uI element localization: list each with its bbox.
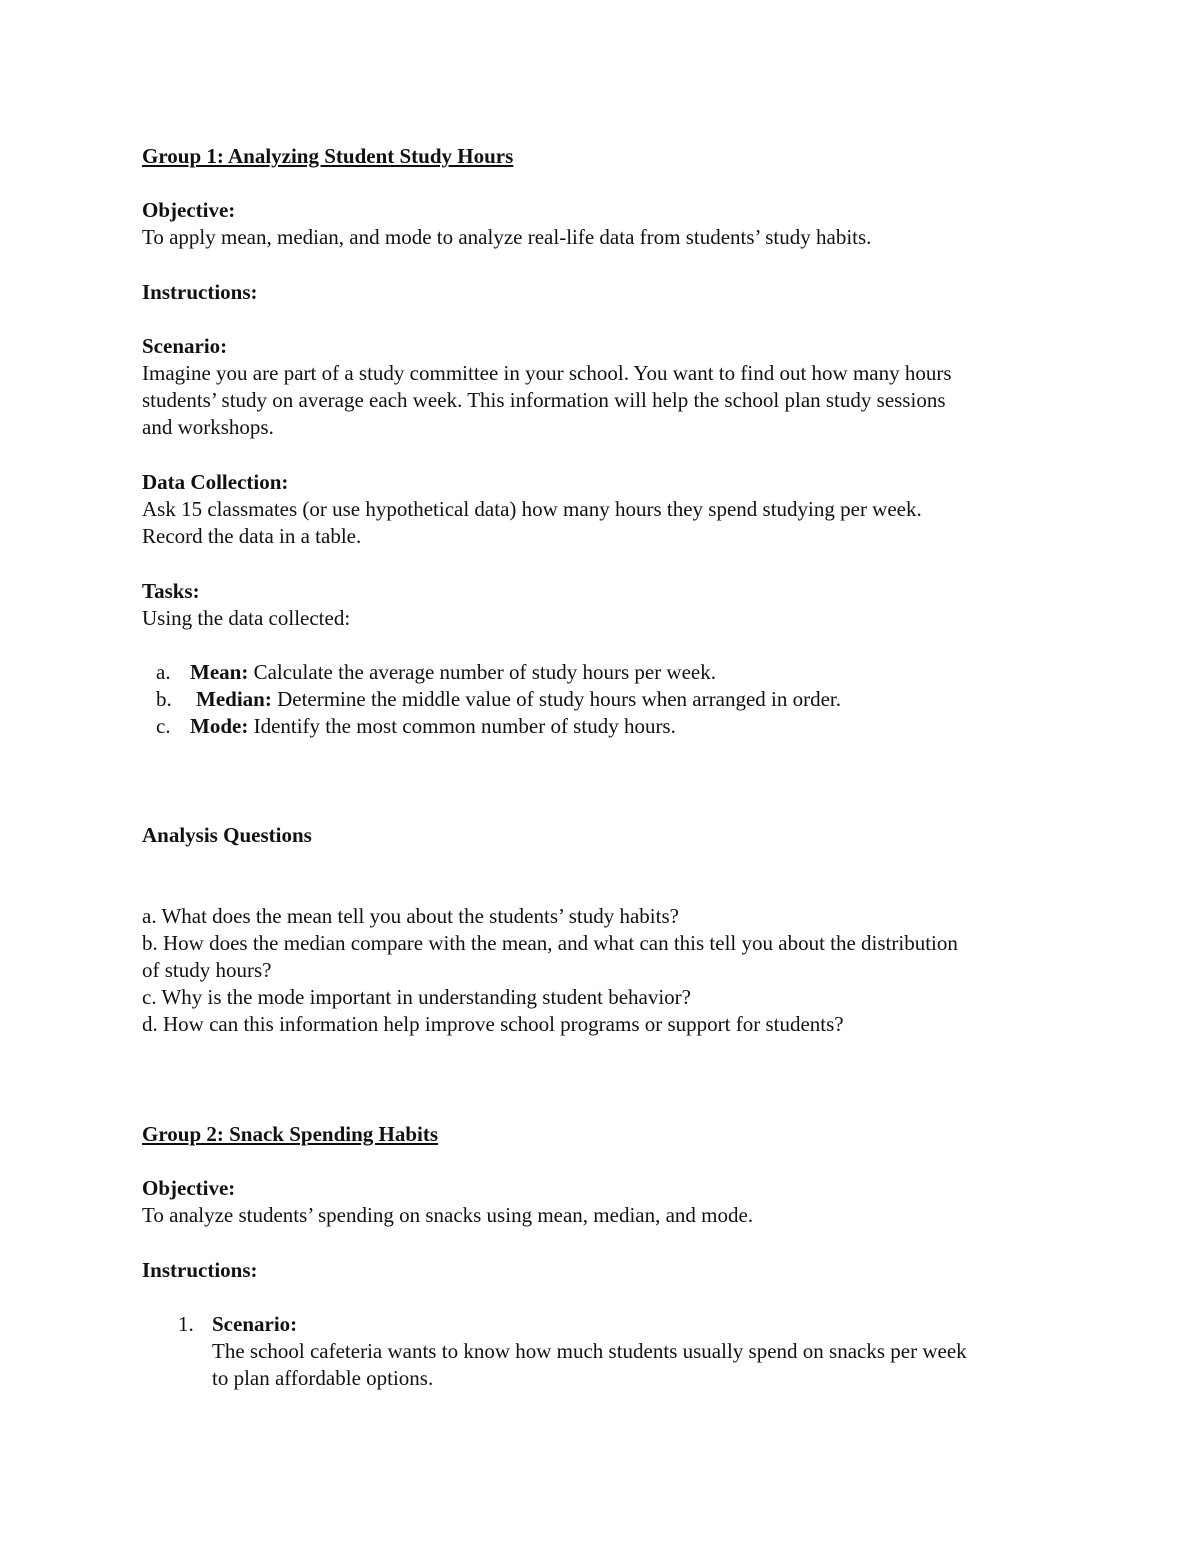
task-marker: a. — [156, 660, 171, 684]
task-label: Mode: — [190, 714, 249, 738]
group1-objective-label: Objective: — [142, 198, 236, 222]
group1-scenario-line: students’ study on average each week. This information will help the school plan study sessions — [142, 388, 946, 412]
task-item-mean — [142, 659, 716, 686]
question-line: c. Why is the mode important in understanding student behavior? — [142, 985, 691, 1009]
task-label: Mean: — [190, 660, 249, 684]
question-line: a. What does the mean tell you about the students’ study habits? — [142, 904, 679, 928]
task-label: Median: — [196, 687, 272, 711]
question-line: of study hours? — [142, 958, 272, 982]
group1-data-collection-line: Ask 15 classmates (or use hypothetical data) how many hours they spend studying per week. — [142, 497, 922, 521]
group2-item1-line: The school cafeteria wants to know how much students usually spend on snacks per week — [212, 1339, 967, 1363]
group2-item1-label: Scenario: — [212, 1312, 298, 1336]
task-marker: b. — [156, 687, 172, 711]
question-line: d. How can this information help improve school programs or support for students? — [142, 1012, 844, 1036]
group1-title: Group 1: Analyzing Student Study Hours — [142, 144, 514, 168]
group2-item1-line: to plan affordable options. — [212, 1366, 434, 1390]
task-marker: c. — [156, 714, 171, 738]
group1-scenario-line: and workshops. — [142, 415, 274, 439]
group1-objective-text: To apply mean, median, and mode to analyze real-life data from students’ study habits. — [142, 225, 872, 249]
group2-item1-marker: 1. — [178, 1312, 194, 1336]
group1-data-collection-label: Data Collection: — [142, 470, 289, 494]
task-text: Identify the most common number of study hours. — [248, 714, 676, 738]
group1-instructions-label: Instructions: — [142, 280, 258, 304]
group1-scenario-line: Imagine you are part of a study committee in your school. You want to find out how many hours — [142, 361, 952, 385]
task-item-mode — [142, 713, 676, 740]
task-text: Determine the middle value of study hours when arranged in order. — [271, 687, 841, 711]
task-text: Calculate the average number of study hours per week. — [248, 660, 716, 684]
analysis-questions-title: Analysis Questions — [142, 823, 312, 847]
group2-title: Group 2: Snack Spending Habits — [142, 1122, 439, 1146]
question-line: b. How does the median compare with the mean, and what can this tell you about the distribution — [142, 931, 958, 955]
group1-tasks-intro: Using the data collected: — [142, 606, 351, 630]
group2-objective-text: To analyze students’ spending on snacks using mean, median, and mode. — [142, 1203, 754, 1227]
group2-instructions-label: Instructions: — [142, 1258, 258, 1282]
task-item-median — [142, 686, 841, 713]
group2-objective-label: Objective: — [142, 1176, 236, 1200]
group1-data-collection-line: Record the data in a table. — [142, 524, 362, 548]
group1-tasks-label: Tasks: — [142, 579, 200, 603]
group1-scenario-label: Scenario: — [142, 334, 228, 358]
